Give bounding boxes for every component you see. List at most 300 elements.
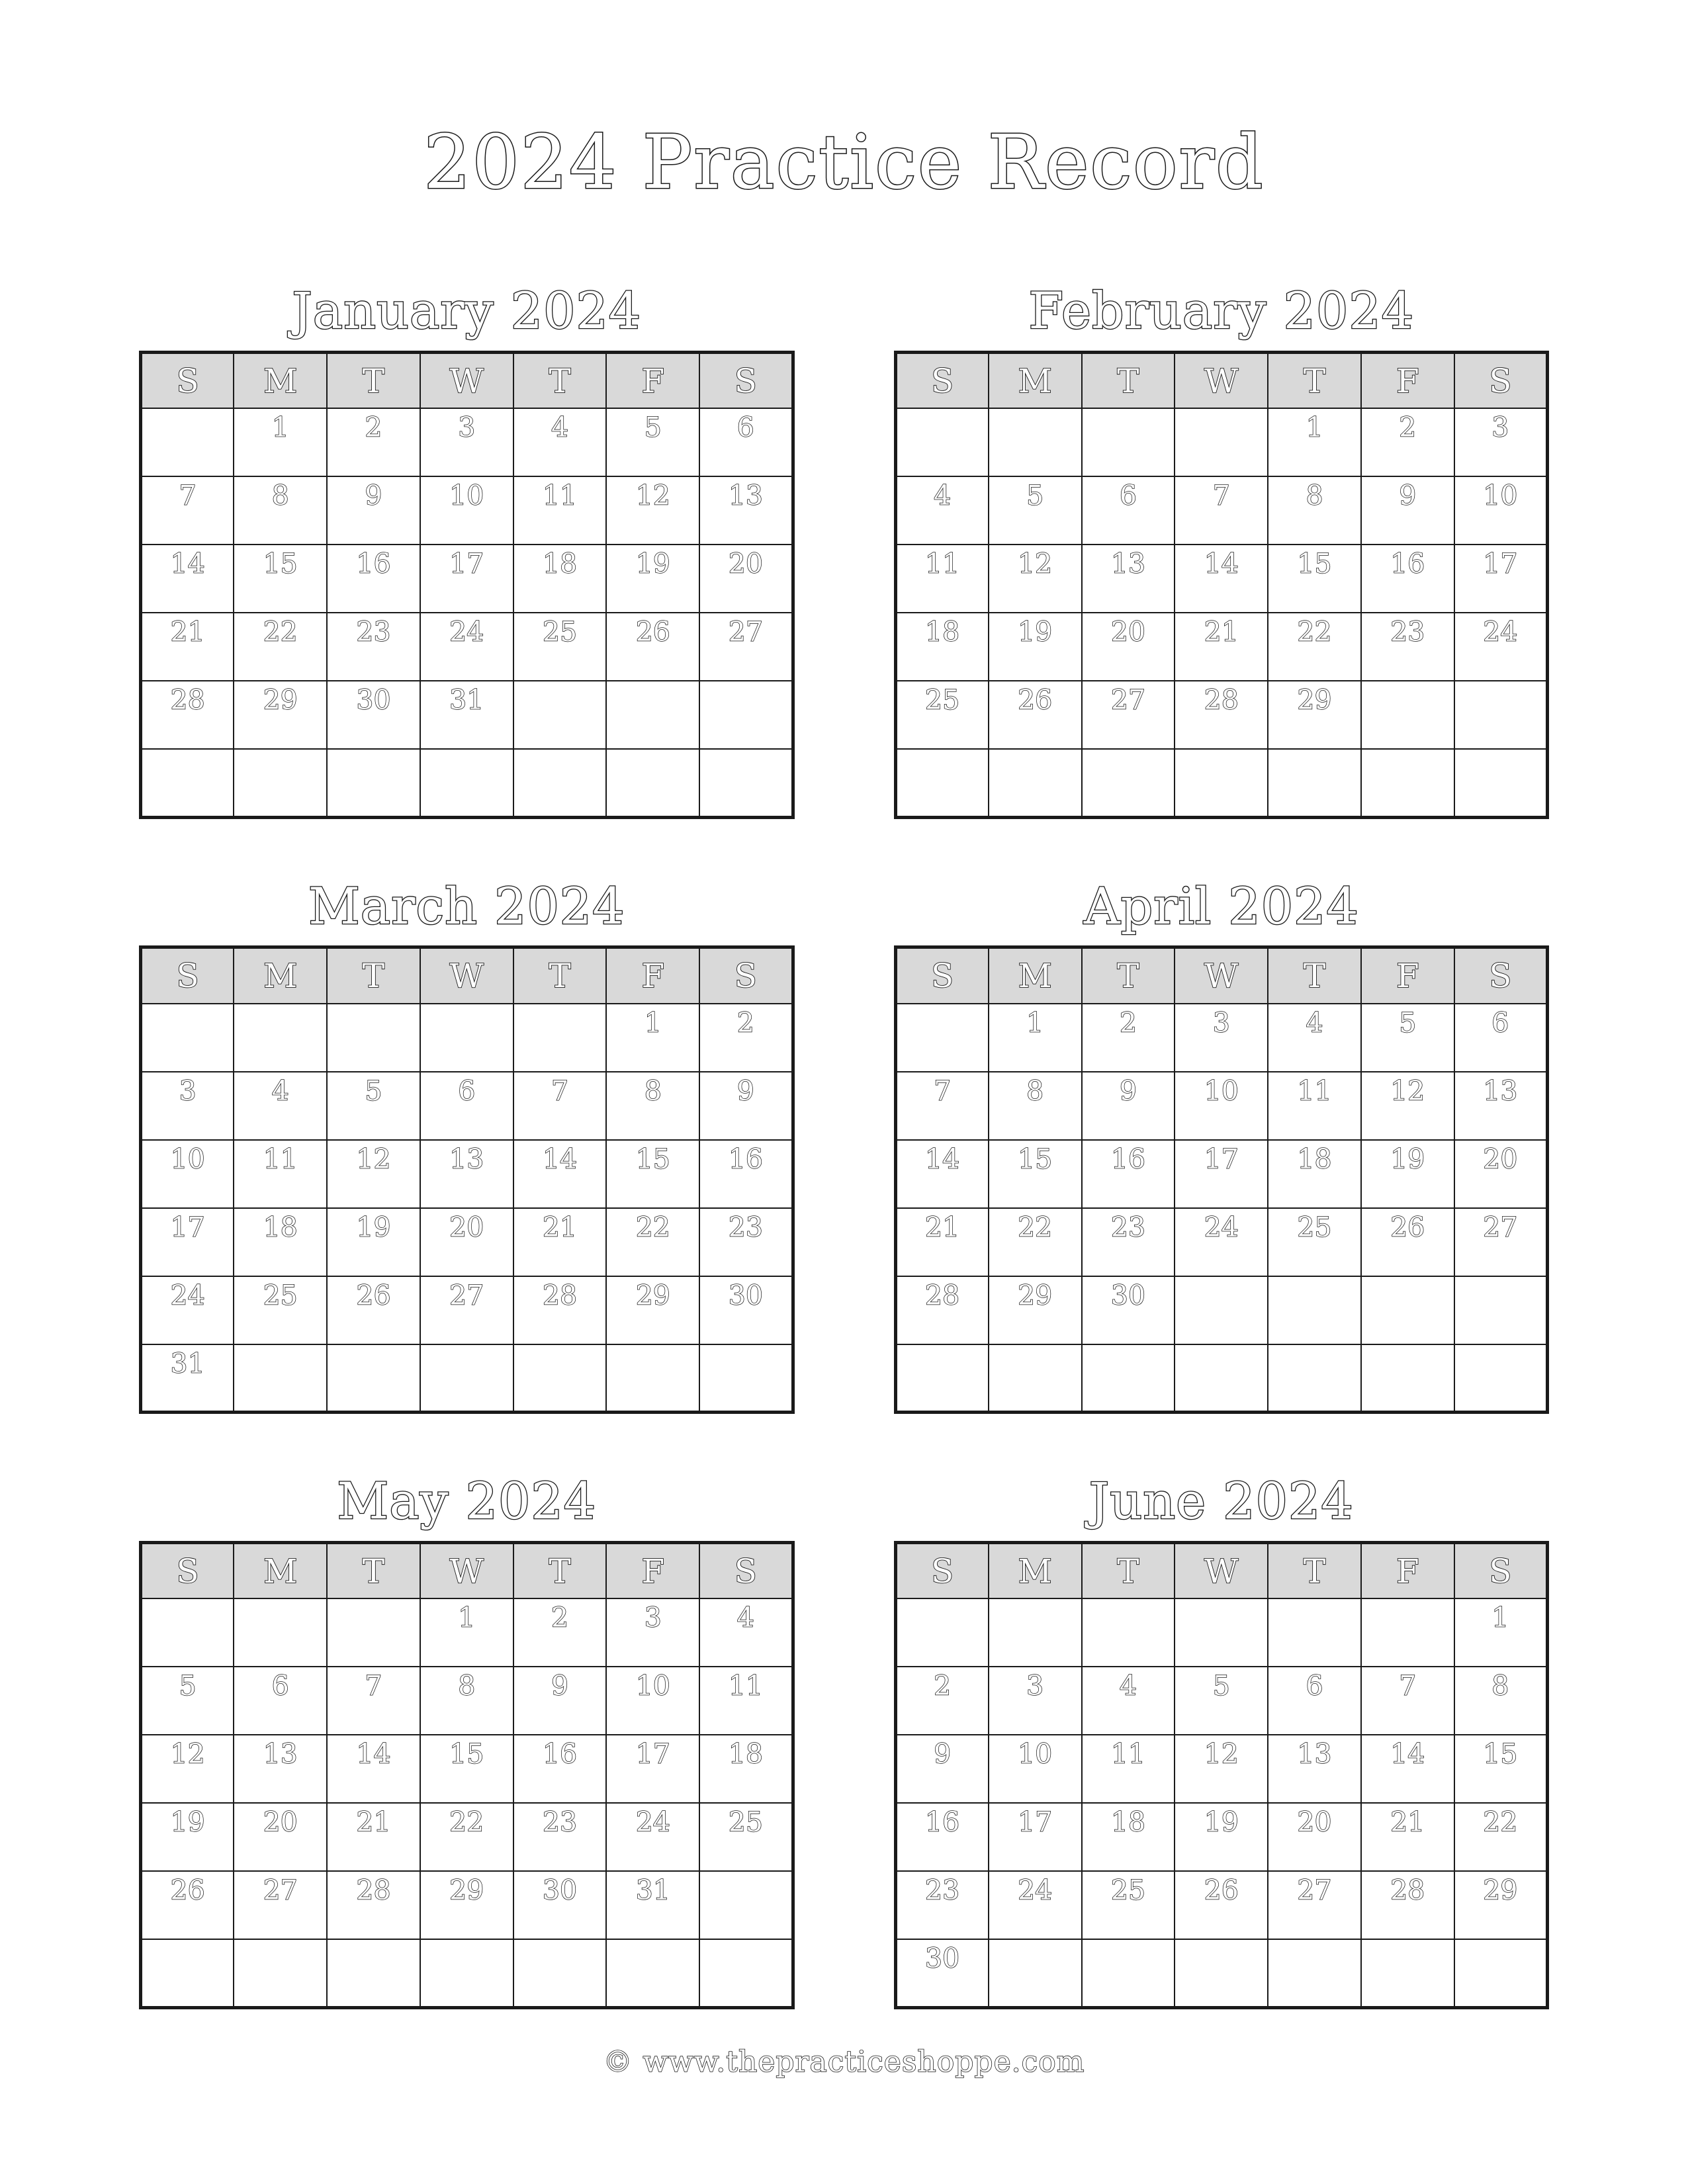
weekday-header: T	[1268, 947, 1361, 1004]
weekday-header: T	[513, 352, 607, 408]
day-cell: 10	[1175, 1072, 1268, 1140]
empty-day-cell	[420, 1344, 513, 1413]
weekday-header: T	[513, 1542, 607, 1598]
day-cell: 13	[1454, 1072, 1548, 1140]
empty-day-cell	[513, 749, 607, 817]
day-cell: 27	[1268, 1871, 1361, 1939]
empty-day-cell	[327, 749, 420, 817]
week-row	[141, 1140, 793, 1208]
weekday-header: S	[699, 352, 793, 408]
day-cell: 8	[989, 1072, 1082, 1140]
week-row	[141, 1735, 793, 1803]
day-cell: 25	[699, 1803, 793, 1871]
day-cell: 23	[699, 1208, 793, 1276]
day-cell: 7	[513, 1072, 607, 1140]
weekday-header: S	[141, 1542, 234, 1598]
week-row	[895, 1803, 1548, 1871]
day-cell: 2	[513, 1598, 607, 1667]
day-cell: 6	[699, 408, 793, 476]
day-cell: 29	[234, 681, 327, 749]
empty-day-cell	[895, 1004, 989, 1072]
empty-day-cell	[327, 1939, 420, 2007]
day-cell: 12	[606, 476, 699, 545]
empty-day-cell	[699, 749, 793, 817]
weekday-header: S	[1454, 947, 1548, 1004]
day-cell: 8	[234, 476, 327, 545]
day-cell: 25	[234, 1276, 327, 1344]
weekday-header: W	[420, 352, 513, 408]
empty-day-cell	[234, 749, 327, 817]
empty-day-cell	[699, 1871, 793, 1939]
day-cell: 17	[989, 1803, 1082, 1871]
week-row	[141, 1072, 793, 1140]
day-cell: 23	[1082, 1208, 1175, 1276]
weekday-header: S	[895, 947, 989, 1004]
day-cell: 20	[234, 1803, 327, 1871]
empty-day-cell	[420, 749, 513, 817]
day-cell: 3	[1175, 1004, 1268, 1072]
day-cell: 30	[327, 681, 420, 749]
empty-day-cell	[989, 1344, 1082, 1413]
day-cell: 5	[327, 1072, 420, 1140]
footer-copyright: © www.thepracticeshoppe.com	[603, 2044, 1085, 2079]
weekday-header: M	[234, 352, 327, 408]
weekday-header-row	[895, 1542, 1548, 1598]
day-cell: 26	[1175, 1871, 1268, 1939]
calendar-february-2024	[894, 283, 1550, 819]
empty-day-cell	[895, 749, 989, 817]
weekday-header: S	[1454, 352, 1548, 408]
empty-day-cell	[1454, 1276, 1548, 1344]
day-cell: 13	[1082, 545, 1175, 613]
week-row	[141, 1276, 793, 1344]
empty-day-cell	[1268, 749, 1361, 817]
day-cell: 19	[327, 1208, 420, 1276]
weekday-header: F	[606, 947, 699, 1004]
empty-day-cell	[327, 1344, 420, 1413]
empty-day-cell	[234, 1344, 327, 1413]
day-cell: 20	[1082, 613, 1175, 681]
weekday-header: M	[989, 1542, 1082, 1598]
day-cell: 27	[1082, 681, 1175, 749]
day-cell: 21	[1175, 613, 1268, 681]
week-row	[895, 749, 1548, 817]
weekday-header: F	[1361, 947, 1454, 1004]
day-cell: 18	[513, 545, 607, 613]
week-row	[141, 545, 793, 613]
day-cell: 6	[1082, 476, 1175, 545]
day-cell: 3	[989, 1667, 1082, 1735]
calendar-march-2024	[139, 876, 795, 1415]
day-cell: 7	[141, 476, 234, 545]
day-cell: 15	[234, 545, 327, 613]
day-cell: 18	[895, 613, 989, 681]
day-cell: 9	[1082, 1072, 1175, 1140]
empty-day-cell	[606, 1344, 699, 1413]
day-cell: 14	[141, 545, 234, 613]
day-cell: 20	[420, 1208, 513, 1276]
empty-day-cell	[1175, 1276, 1268, 1344]
day-cell: 30	[699, 1276, 793, 1344]
month-grid	[894, 351, 1550, 819]
day-cell: 19	[1175, 1803, 1268, 1871]
empty-day-cell	[1268, 1598, 1361, 1667]
empty-day-cell	[895, 408, 989, 476]
day-cell: 13	[420, 1140, 513, 1208]
day-cell: 12	[141, 1735, 234, 1803]
week-row	[141, 1871, 793, 1939]
empty-day-cell	[989, 1939, 1082, 2007]
day-cell: 15	[420, 1735, 513, 1803]
day-cell: 6	[420, 1072, 513, 1140]
empty-day-cell	[699, 1344, 793, 1413]
day-cell: 18	[1082, 1803, 1175, 1871]
day-cell: 25	[513, 613, 607, 681]
day-cell: 14	[327, 1735, 420, 1803]
day-cell: 12	[1361, 1072, 1454, 1140]
day-cell: 25	[1268, 1208, 1361, 1276]
day-cell: 27	[420, 1276, 513, 1344]
weekday-header: W	[1175, 1542, 1268, 1598]
day-cell: 19	[989, 613, 1082, 681]
day-cell: 15	[1268, 545, 1361, 613]
weekday-header: S	[895, 352, 989, 408]
day-cell: 6	[1268, 1667, 1361, 1735]
day-cell: 9	[895, 1735, 989, 1803]
day-cell: 6	[1454, 1004, 1548, 1072]
day-cell: 26	[1361, 1208, 1454, 1276]
empty-day-cell	[1082, 1344, 1175, 1413]
week-row	[895, 1344, 1548, 1413]
empty-day-cell	[1361, 749, 1454, 817]
day-cell: 2	[327, 408, 420, 476]
day-cell: 29	[1268, 681, 1361, 749]
empty-day-cell	[1175, 749, 1268, 817]
day-cell: 21	[1361, 1803, 1454, 1871]
day-cell: 24	[606, 1803, 699, 1871]
weekday-header: M	[989, 947, 1082, 1004]
day-cell: 20	[1268, 1803, 1361, 1871]
day-cell: 26	[606, 613, 699, 681]
day-cell: 5	[1361, 1004, 1454, 1072]
empty-day-cell	[1454, 1939, 1548, 2007]
week-row	[141, 613, 793, 681]
week-row	[895, 681, 1548, 749]
empty-day-cell	[606, 1939, 699, 2007]
day-cell: 4	[513, 408, 607, 476]
empty-day-cell	[141, 408, 234, 476]
day-cell: 13	[699, 476, 793, 545]
weekday-header-row	[141, 947, 793, 1004]
day-cell: 26	[989, 681, 1082, 749]
empty-day-cell	[1082, 1598, 1175, 1667]
empty-day-cell	[327, 1598, 420, 1667]
week-row	[895, 1871, 1548, 1939]
week-row	[141, 476, 793, 545]
week-row	[141, 1004, 793, 1072]
day-cell: 8	[606, 1072, 699, 1140]
week-row	[895, 1208, 1548, 1276]
day-cell: 20	[699, 545, 793, 613]
week-row	[141, 408, 793, 476]
empty-day-cell	[606, 681, 699, 749]
weekday-header: S	[895, 1542, 989, 1598]
empty-day-cell	[1268, 1344, 1361, 1413]
day-cell: 21	[513, 1208, 607, 1276]
week-row	[895, 476, 1548, 545]
weekday-header: T	[1082, 1542, 1175, 1598]
day-cell: 2	[1361, 408, 1454, 476]
weekday-header: W	[420, 947, 513, 1004]
empty-day-cell	[895, 1344, 989, 1413]
day-cell: 4	[699, 1598, 793, 1667]
empty-day-cell	[513, 681, 607, 749]
weekday-header: T	[327, 352, 420, 408]
weekday-header: M	[234, 947, 327, 1004]
day-cell: 31	[420, 681, 513, 749]
empty-day-cell	[989, 1598, 1082, 1667]
empty-day-cell	[1454, 749, 1548, 817]
day-cell: 22	[234, 613, 327, 681]
day-cell: 30	[895, 1939, 989, 2007]
weekday-header-row	[895, 947, 1548, 1004]
day-cell: 22	[1268, 613, 1361, 681]
day-cell: 31	[141, 1344, 234, 1413]
month-title: June 2024	[1088, 1471, 1354, 1531]
day-cell: 14	[513, 1140, 607, 1208]
day-cell: 2	[699, 1004, 793, 1072]
day-cell: 19	[141, 1803, 234, 1871]
weekday-header: S	[1454, 1542, 1548, 1598]
day-cell: 15	[989, 1140, 1082, 1208]
day-cell: 23	[513, 1803, 607, 1871]
weekday-header: S	[699, 947, 793, 1004]
weekday-header: T	[327, 1542, 420, 1598]
day-cell: 10	[420, 476, 513, 545]
day-cell: 7	[895, 1072, 989, 1140]
week-row	[895, 1735, 1548, 1803]
empty-day-cell	[1082, 1939, 1175, 2007]
day-cell: 13	[1268, 1735, 1361, 1803]
day-cell: 30	[1082, 1276, 1175, 1344]
day-cell: 27	[234, 1871, 327, 1939]
empty-day-cell	[989, 749, 1082, 817]
day-cell: 10	[989, 1735, 1082, 1803]
day-cell: 24	[420, 613, 513, 681]
empty-day-cell	[1175, 1344, 1268, 1413]
calendar-april-2024	[894, 876, 1550, 1415]
week-row	[141, 1803, 793, 1871]
day-cell: 19	[1361, 1140, 1454, 1208]
day-cell: 4	[1082, 1667, 1175, 1735]
day-cell: 9	[327, 476, 420, 545]
weekday-header: T	[1268, 1542, 1361, 1598]
empty-day-cell	[234, 1004, 327, 1072]
day-cell: 28	[513, 1276, 607, 1344]
day-cell: 25	[1082, 1871, 1175, 1939]
weekday-header: T	[1082, 947, 1175, 1004]
empty-day-cell	[1268, 1939, 1361, 2007]
empty-day-cell	[420, 1939, 513, 2007]
day-cell: 1	[420, 1598, 513, 1667]
day-cell: 15	[1454, 1735, 1548, 1803]
week-row	[141, 1208, 793, 1276]
week-row	[895, 1072, 1548, 1140]
day-cell: 14	[1175, 545, 1268, 613]
weekday-header: S	[141, 947, 234, 1004]
empty-day-cell	[234, 1598, 327, 1667]
month-title: April 2024	[1083, 876, 1359, 936]
day-cell: 4	[895, 476, 989, 545]
empty-day-cell	[1361, 1344, 1454, 1413]
weekday-header: W	[1175, 947, 1268, 1004]
month-grid	[894, 945, 1550, 1414]
month-title: March 2024	[308, 876, 625, 936]
day-cell: 28	[327, 1871, 420, 1939]
day-cell: 18	[699, 1735, 793, 1803]
day-cell: 2	[895, 1667, 989, 1735]
month-title: May 2024	[337, 1471, 597, 1531]
empty-day-cell	[513, 1344, 607, 1413]
day-cell: 27	[1454, 1208, 1548, 1276]
month-grid	[139, 945, 795, 1414]
day-cell: 16	[513, 1735, 607, 1803]
empty-day-cell	[1361, 1939, 1454, 2007]
empty-day-cell	[420, 1004, 513, 1072]
weekday-header: T	[1082, 352, 1175, 408]
empty-day-cell	[1361, 681, 1454, 749]
day-cell: 9	[513, 1667, 607, 1735]
week-row	[141, 1667, 793, 1735]
week-row	[895, 1667, 1548, 1735]
weekday-header: F	[1361, 352, 1454, 408]
day-cell: 21	[141, 613, 234, 681]
weekday-header: T	[513, 947, 607, 1004]
weekday-header: M	[989, 352, 1082, 408]
day-cell: 10	[606, 1667, 699, 1735]
day-cell: 4	[234, 1072, 327, 1140]
day-cell: 16	[327, 545, 420, 613]
weekday-header: T	[327, 947, 420, 1004]
calendars-grid	[139, 283, 1549, 2009]
weekday-header: F	[1361, 1542, 1454, 1598]
day-cell: 20	[1454, 1140, 1548, 1208]
day-cell: 26	[327, 1276, 420, 1344]
day-cell: 18	[1268, 1140, 1361, 1208]
day-cell: 14	[895, 1140, 989, 1208]
day-cell: 21	[895, 1208, 989, 1276]
day-cell: 7	[327, 1667, 420, 1735]
weekday-header: W	[420, 1542, 513, 1598]
day-cell: 11	[699, 1667, 793, 1735]
week-row	[141, 1939, 793, 2007]
day-cell: 29	[1454, 1871, 1548, 1939]
day-cell: 17	[141, 1208, 234, 1276]
day-cell: 19	[606, 545, 699, 613]
day-cell: 3	[141, 1072, 234, 1140]
calendar-june-2024	[894, 1473, 1550, 2009]
day-cell: 23	[327, 613, 420, 681]
day-cell: 27	[699, 613, 793, 681]
day-cell: 16	[699, 1140, 793, 1208]
day-cell: 1	[606, 1004, 699, 1072]
week-row	[895, 1140, 1548, 1208]
day-cell: 23	[1361, 613, 1454, 681]
day-cell: 22	[606, 1208, 699, 1276]
day-cell: 3	[606, 1598, 699, 1667]
day-cell: 31	[606, 1871, 699, 1939]
empty-day-cell	[895, 1598, 989, 1667]
weekday-header: W	[1175, 352, 1268, 408]
day-cell: 23	[895, 1871, 989, 1939]
day-cell: 11	[1268, 1072, 1361, 1140]
day-cell: 8	[420, 1667, 513, 1735]
empty-day-cell	[234, 1939, 327, 2007]
day-cell: 25	[895, 681, 989, 749]
empty-day-cell	[1175, 1939, 1268, 2007]
day-cell: 17	[1175, 1140, 1268, 1208]
week-row	[895, 545, 1548, 613]
weekday-header-row	[141, 1542, 793, 1598]
day-cell: 21	[327, 1803, 420, 1871]
empty-day-cell	[141, 1939, 234, 2007]
weekday-header-row	[141, 352, 793, 408]
week-row	[895, 613, 1548, 681]
day-cell: 26	[141, 1871, 234, 1939]
empty-day-cell	[327, 1004, 420, 1072]
day-cell: 28	[1361, 1871, 1454, 1939]
day-cell: 5	[1175, 1667, 1268, 1735]
weekday-header: S	[141, 352, 234, 408]
day-cell: 15	[606, 1140, 699, 1208]
day-cell: 14	[1361, 1735, 1454, 1803]
day-cell: 11	[895, 545, 989, 613]
empty-day-cell	[1454, 1344, 1548, 1413]
month-grid	[139, 1541, 795, 2009]
day-cell: 7	[1175, 476, 1268, 545]
day-cell: 10	[141, 1140, 234, 1208]
day-cell: 4	[1268, 1004, 1361, 1072]
day-cell: 16	[1082, 1140, 1175, 1208]
empty-day-cell	[1361, 1276, 1454, 1344]
day-cell: 13	[234, 1735, 327, 1803]
week-row	[141, 1344, 793, 1413]
day-cell: 5	[606, 408, 699, 476]
calendar-january-2024	[139, 283, 795, 819]
week-row	[895, 1598, 1548, 1667]
day-cell: 17	[1454, 545, 1548, 613]
month-title: January 2024	[292, 281, 642, 341]
day-cell: 11	[234, 1140, 327, 1208]
empty-day-cell	[1175, 1598, 1268, 1667]
day-cell: 28	[1175, 681, 1268, 749]
day-cell: 29	[989, 1276, 1082, 1344]
day-cell: 28	[141, 681, 234, 749]
weekday-header: F	[606, 352, 699, 408]
day-cell: 22	[420, 1803, 513, 1871]
day-cell: 29	[420, 1871, 513, 1939]
day-cell: 16	[1361, 545, 1454, 613]
weekday-header-row	[895, 352, 1548, 408]
day-cell: 28	[895, 1276, 989, 1344]
day-cell: 16	[895, 1803, 989, 1871]
weekday-header: S	[699, 1542, 793, 1598]
calendar-may-2024	[139, 1473, 795, 2009]
day-cell: 11	[1082, 1735, 1175, 1803]
empty-day-cell	[1082, 749, 1175, 817]
day-cell: 1	[1454, 1598, 1548, 1667]
day-cell: 7	[1361, 1667, 1454, 1735]
